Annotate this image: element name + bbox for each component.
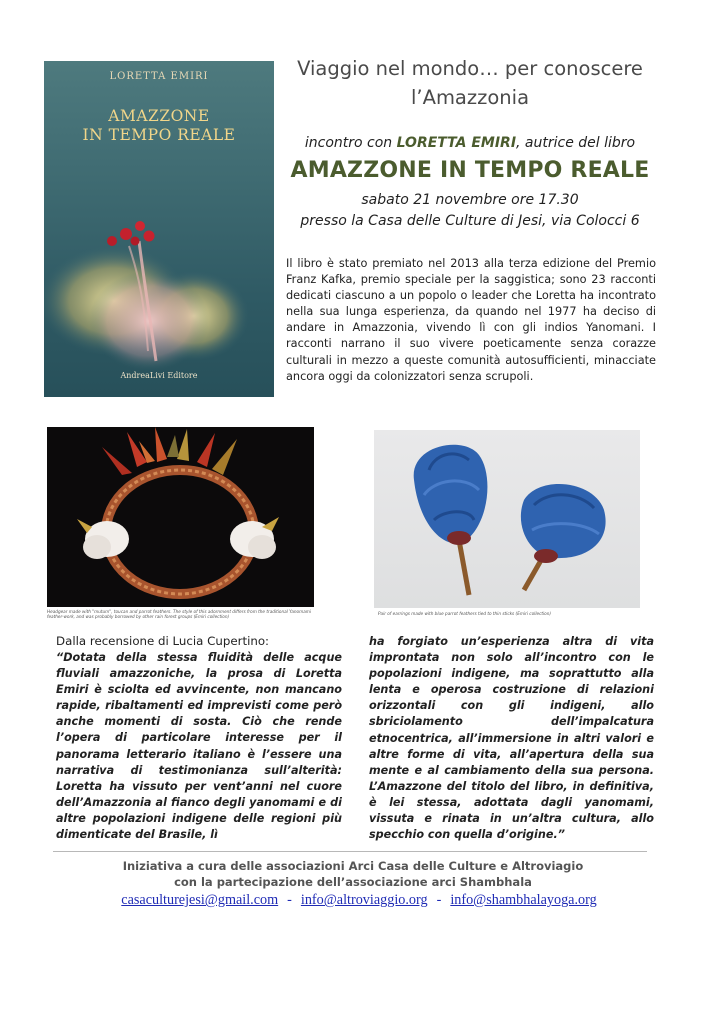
right-photo-caption: Pair of earrings made with blue parrot feathers tied to thin sticks (Emiri collection) bbox=[378, 611, 552, 616]
email-link-shambhala[interactable]: info@shambhalayoga.org bbox=[450, 892, 597, 908]
book-cover bbox=[44, 61, 274, 397]
intro-paragraph: Il libro è stato premiato nel 2013 alla terza edizione del Premio Franz Kafka, premio speciale per la saggistica; sono 23 racconti dedicati ciascuno a un popolo o leader che Loretta ha incontrato nella sua lunga esperienza, da quando nel 1977 ha deciso di andare in Amazzonia, vivendo lì con gli indios Yanomani. I racconti narrano il suo vivere poeticamente senza corazze culturali in mezzo a queste comunità autosufficienti, minacciate ancora oggi da colonizzatori senza scrupoli. bbox=[286, 257, 656, 383]
left-photo-caption: Headgear made with "mutum", toucan and parrot feathers. The style of this adornment differs from the traditional Yanomami feather-work, and was probably borrowed by other rain forest groups (Emiri collection) bbox=[47, 609, 312, 619]
headline-line2: l’Amazzonia bbox=[410, 86, 530, 109]
headline-line1: Viaggio nel mondo… per conoscere bbox=[297, 57, 643, 80]
review-text-right: ha forgiato un’esperienza altra di vita improntata non solo all’incontro con le popolazioni indigene, ma soprattutto alla lenta e operosa costruzione di relazioni orizzontali con gli indigeni, allo sbriciolamento dell’impalcatura etnocentrica, all’immersione in altri valori e altre forme di vita, all’apertura della sua mente e al cambiamento della sua persona. L’Amazzone del titolo del libro, in definitiva, è lei stessa, adottata dagli yanomami, vissuta e rinata in un’altra cultura, allo specchio con quella d’origine.” bbox=[369, 635, 654, 842]
footer-partners: con la partecipazione dell’associazione arci Shambhala bbox=[174, 875, 532, 889]
contact-links bbox=[53, 892, 665, 909]
link-separator: - bbox=[287, 892, 292, 908]
email-link-altroviaggio[interactable]: info@altroviaggio.org bbox=[300, 892, 428, 908]
cover-title bbox=[44, 107, 274, 145]
incontro-suffix: , autrice del libro bbox=[516, 135, 636, 151]
cover-author: LORETTA EMIRI bbox=[109, 71, 209, 82]
review-label: Dalla recensione di Lucia Cupertino: bbox=[56, 634, 270, 648]
blue-earrings-photo bbox=[374, 430, 640, 608]
cover-publisher: AndreaLivi Editore bbox=[120, 371, 198, 380]
feather-headgear-photo bbox=[47, 427, 314, 607]
event-place: presso la Casa delle Culture di Jesi, via Colocci 6 bbox=[300, 213, 640, 229]
author-name: LORETTA EMIRI bbox=[396, 135, 517, 151]
email-link-casaculture[interactable]: casaculturejesi@gmail.com bbox=[121, 892, 279, 908]
book-title: AMAZZONE IN TEMPO REALE bbox=[290, 158, 650, 183]
event-intro-line bbox=[282, 135, 658, 151]
event-date: sabato 21 novembre ore 17.30 bbox=[361, 192, 579, 208]
review-text-left: “Dotata della stessa fluidità delle acque fluviali amazzoniche, la prosa di Loretta Emiri è sciolta ed avvincente, non mancano rapide, ribaltamenti ed imprevisti come però anche momenti di sosta. Ciò che rende l’opera di particolare interesse per il panorama letterario italiano è l’essere una narrativa di testimonianza sull’alterità: Loretta ha vissuto per vent’anni nel cuore dell’Amazzonia al fianco degli yanomami e di altre popolazioni indigene delle regioni più dimenticate del Brasile, lì bbox=[56, 651, 342, 842]
cover-title-line2: IN TEMPO REALE bbox=[82, 126, 236, 144]
footer-organizers: Iniziativa a cura delle associazioni Arci Casa delle Culture e Altroviagio bbox=[122, 859, 584, 873]
footer-divider bbox=[53, 851, 647, 852]
cover-title-line1: AMAZZONE bbox=[108, 107, 210, 125]
headgear-illustration bbox=[47, 427, 314, 607]
earrings-illustration bbox=[374, 430, 640, 608]
link-separator: - bbox=[436, 892, 442, 908]
incontro-prefix: incontro con bbox=[304, 135, 397, 151]
